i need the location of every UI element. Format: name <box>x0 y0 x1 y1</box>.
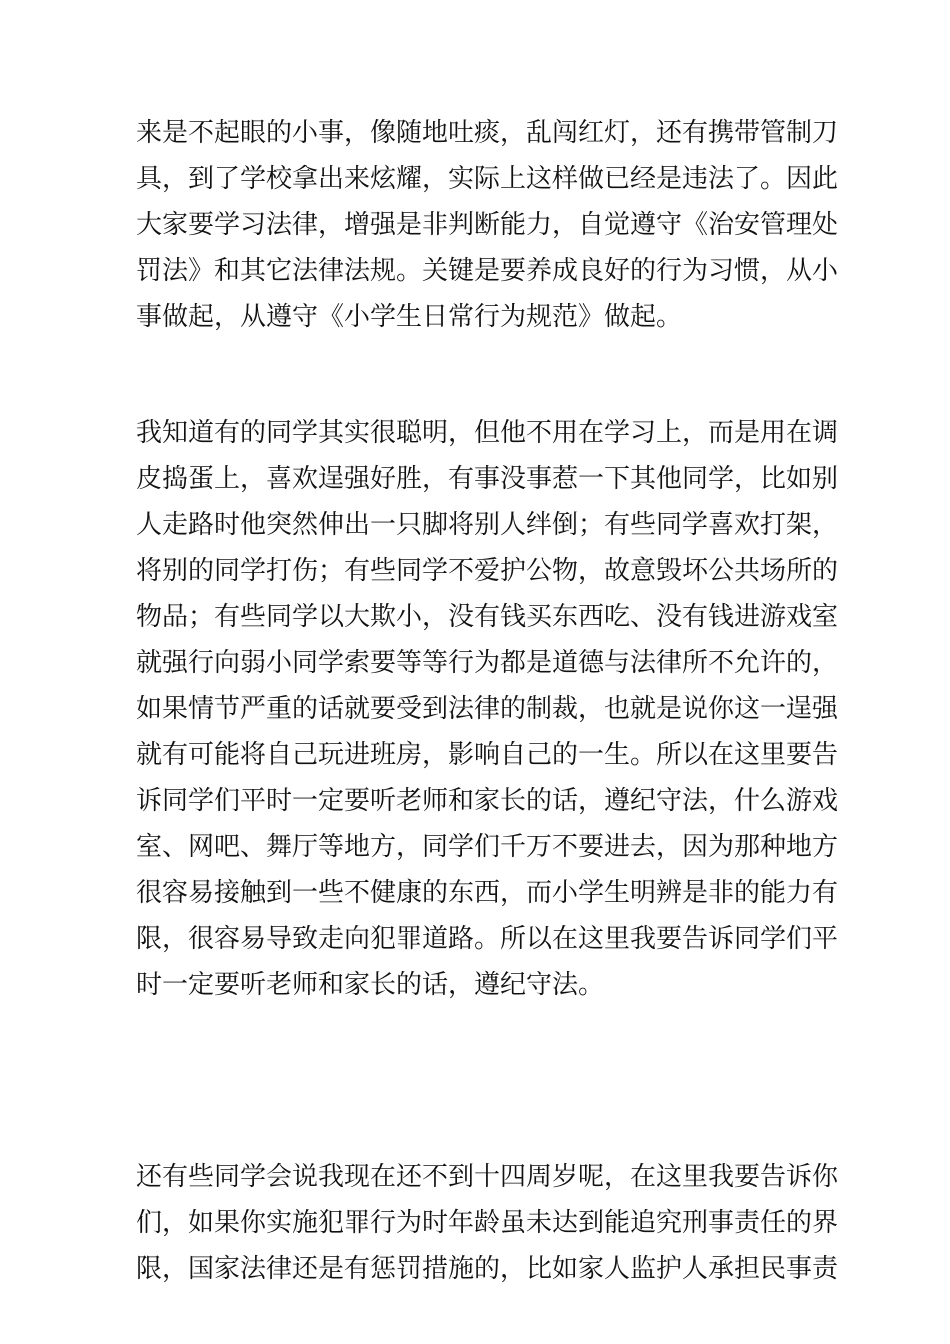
text-line: 来是不起眼的小事，像随地吐痰，乱闯红灯，还有携带管制刀 <box>136 118 839 148</box>
text-line: 皮捣蛋上，喜欢逞强好胜，有事没事惹一下其他同学，比如别 <box>136 464 839 494</box>
text-line: 诉同学们平时一定要听老师和家长的话，遵纪守法，什么游戏 <box>136 786 839 816</box>
text-line: 就有可能将自己玩进班房，影响自己的一生。所以在这里要告 <box>136 740 839 770</box>
text-line: 具，到了学校拿出来炫耀，实际上这样做已经是违法了。因此 <box>136 164 839 194</box>
text-line: 大家要学习法律，增强是非判断能力，自觉遵守《治安管理处 <box>136 210 839 240</box>
text-line: 们，如果你实施犯罪行为时年龄虽未达到能追究刑事责任的界 <box>136 1208 839 1238</box>
text-line: 限，很容易导致走向犯罪道路。所以在这里我要告诉同学们平 <box>136 924 839 954</box>
text-line: 很容易接触到一些不健康的东西，而小学生明辨是非的能力有 <box>136 878 839 908</box>
text-line: 事做起，从遵守《小学生日常行为规范》做起。 <box>136 302 683 332</box>
text-line: 物品；有些同学以大欺小，没有钱买东西吃、没有钱进游戏室 <box>136 602 839 632</box>
paragraph-3 <box>136 1154 839 1292</box>
text-line: 如果情节严重的话就要受到法律的制裁，也就是说你这一逞强 <box>136 694 839 724</box>
text-line: 罚法》和其它法律法规。关键是要养成良好的行为习惯，从小 <box>136 256 839 286</box>
paragraph-2 <box>136 410 839 1008</box>
text-line: 人走路时他突然伸出一只脚将别人绊倒；有些同学喜欢打架， <box>136 510 839 540</box>
text-line: 就强行向弱小同学索要等等行为都是道德与法律所不允许的， <box>136 648 839 678</box>
text-line: 室、网吧、舞厅等地方，同学们千万不要进去，因为那种地方 <box>136 832 839 862</box>
text-line: 将别的同学打伤；有些同学不爱护公物，故意毁坏公共场所的 <box>136 556 839 586</box>
text-line: 我知道有的同学其实很聪明，但他不用在学习上，而是用在调 <box>136 418 839 448</box>
paragraph-1 <box>136 110 839 340</box>
text-line: 还有些同学会说我现在还不到十四周岁呢，在这里我要告诉你 <box>136 1162 839 1192</box>
text-line: 限，国家法律还是有惩罚措施的，比如家人监护人承担民事责 <box>136 1254 839 1284</box>
text-line: 时一定要听老师和家长的话，遵纪守法。 <box>136 970 605 1000</box>
